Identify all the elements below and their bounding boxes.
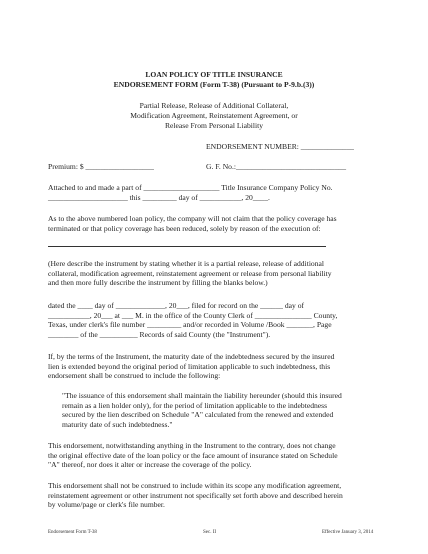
footer-form-name: Endorsement Form T-38	[48, 530, 97, 535]
gf-number-field[interactable]: G. F. No.:_____________________________	[206, 162, 347, 171]
recording-details-paragraph: dated the ____ day of _____________, 20___, filed for record on the ______ day of ___________, 20___ at ___ M. in the office of the County Clerk of _______________ County, Texas, under clerk's file number _________ and/or recorded in Volume /Book _______, Page ________ of the __________ Records of said County (the "Instrument").	[48, 301, 338, 339]
title-line-1: LOAN POLICY OF TITLE INSURANCE	[145, 70, 283, 79]
attached-line-1: Attached to and made a part of ____________________ Title Insurance Company Policy No.	[48, 183, 333, 192]
subtitle-line-1: Partial Release, Release of Additional Collateral,	[139, 101, 289, 110]
subtitle-line-2: Modification Agreement, Reinstatement Agreement, or	[130, 111, 298, 120]
coverage-paragraph: As to the above numbered loan policy, the company will not claim that the policy coverage has terminated or that policy coverage has been reduced, solely by reason of the execution of:	[48, 214, 337, 233]
effective-date-paragraph: This endorsement, notwithstanding anything in the Instrument to the contrary, does not change the original effective date of the loan policy or the face amount of insurance stated on Schedule "A" thereof, nor does it alter or increase the coverage of the policy.	[48, 441, 338, 470]
instrument-description-paragraph: (Here describe the instrument by stating whether it is a partial release, release of additional collateral, modification agreement, reinstatement agreement or release from personal liability and then more fully describe the instrument by filling the blanks below.)	[48, 259, 332, 288]
scope-paragraph: This endorsement shall not be construed to include within its scope any modification agreement, reinstatement agreement or other instrument not specifically set forth above and described herein by volume/page or clerk's file number.	[48, 481, 343, 510]
title-line-2: ENDORSEMENT FORM (Form T-38) (Pursuant to P-9.b.(3))	[113, 80, 315, 89]
premium-field[interactable]: Premium: $ __________________	[48, 162, 154, 171]
footer-effective-date: Effective January 3, 2014	[322, 530, 374, 535]
instrument-blank-line[interactable]	[48, 246, 326, 247]
endorsement-number-field[interactable]: ENDORSEMENT NUMBER: ______________	[206, 142, 354, 151]
footer-section: Sec. II	[203, 530, 217, 535]
subtitle-line-3: Release From Personal Liability	[164, 121, 264, 130]
maturity-paragraph: If, by the terms of the Instrument, the maturity date of the indebtedness secured by the insured lien is extended beyond the original period of limitation applicable to such indebtedness, this endorsement shall be construed to include the following:	[48, 352, 335, 381]
limitation-quote: "The issuance of this endorsement shall maintain the liability hereunder (should this insured remain as a lien holder only), for the period of limitation applicable to the indebtedness secured by the lien described on Schedule "A" calculated from the renewed and extended maturity date of such indebtedness."	[62, 391, 342, 429]
attached-line-2: _____________________ this _________ day of ___________, 20____.	[48, 193, 270, 202]
